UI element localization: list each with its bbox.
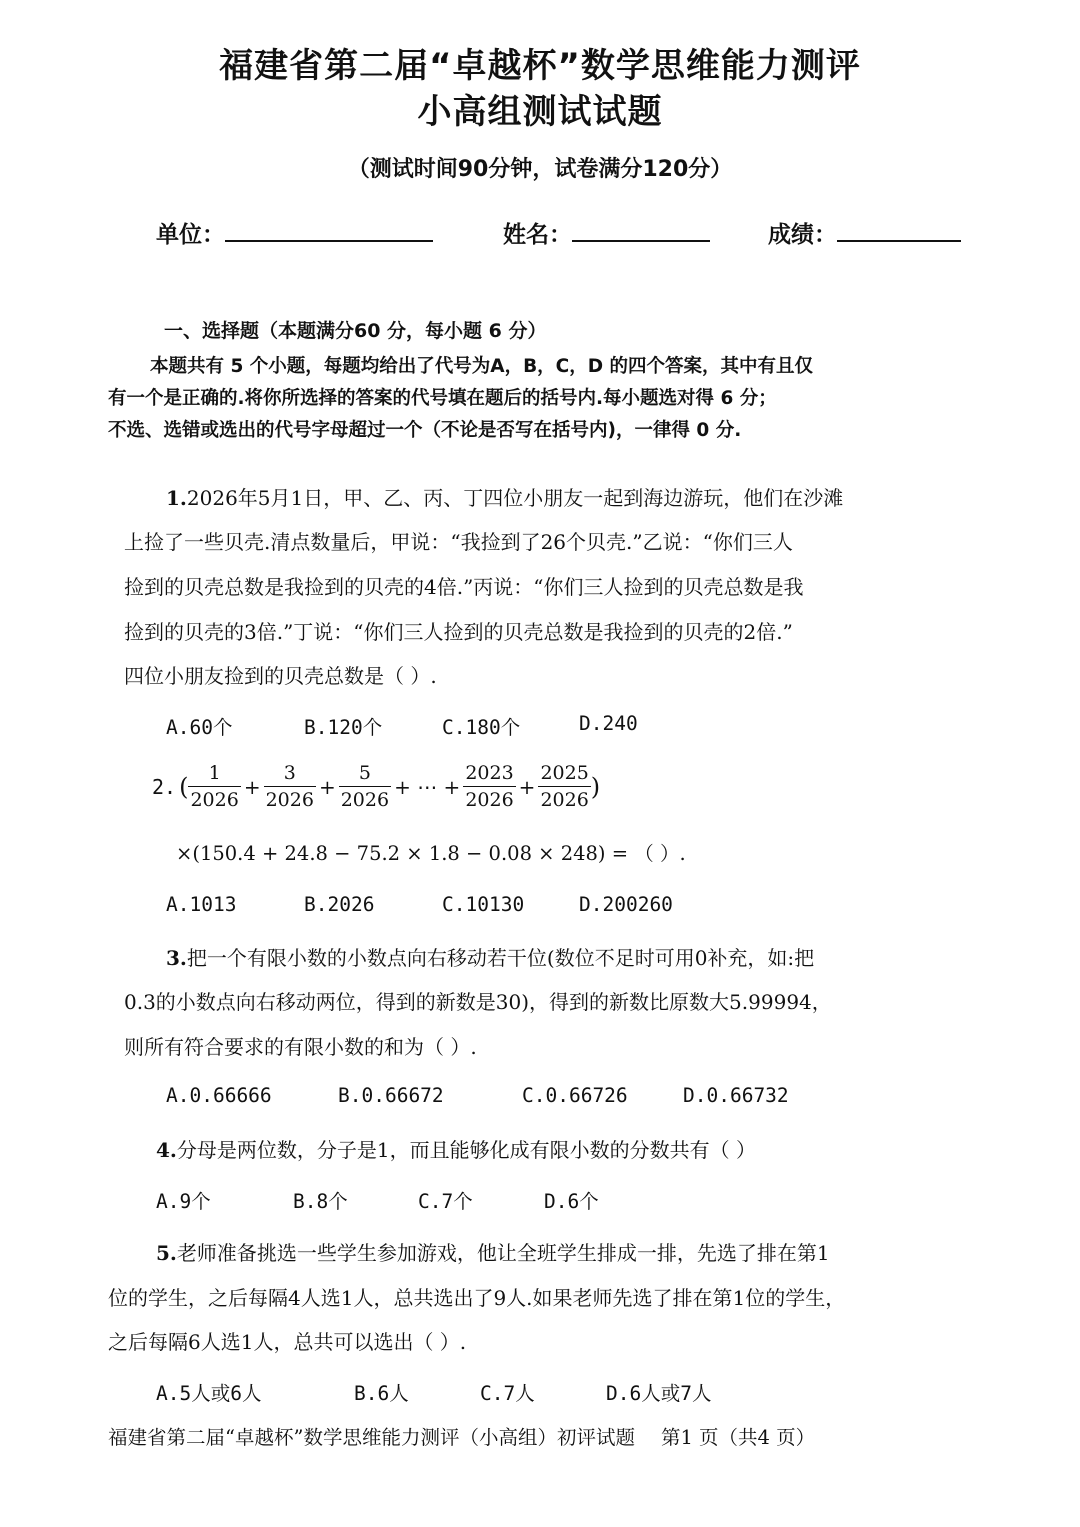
question-2-number: 2. (152, 774, 177, 799)
page-subtitle-title: 小高组测试试题 (417, 92, 663, 132)
question-4-option-a[interactable]: A.9个 (156, 1190, 211, 1213)
question-2-option-d[interactable]: D.200260 (579, 893, 673, 916)
question-4-option-b[interactable]: B.8个 (293, 1190, 348, 1213)
question-5-line-2: 位的学生，之后每隔4人选1人，总共选出了9人.如果老师先选了排在第1位的学生， (108, 1286, 846, 1310)
question-3-option-b[interactable]: B.0.66672 (338, 1084, 444, 1107)
question-5-number: 5. (156, 1241, 177, 1265)
name-blank[interactable] (572, 214, 710, 242)
question-2-expression (152, 760, 600, 813)
question-5-option-d[interactable]: D.6人或7人 (606, 1382, 712, 1405)
page-number: 第1 页（共4 页） (660, 1426, 816, 1449)
page-title: 福建省第二届“卓越杯”数学思维能力测评 (219, 46, 861, 86)
question-5-option-b[interactable]: B.6人 (354, 1382, 409, 1405)
question-3-line-3: 则所有符合要求的有限小数的和为（ ）. (124, 1035, 477, 1059)
exam-duration-note: （测试时间90分钟，试卷满分120分） (347, 157, 733, 182)
question-4-line-1: 4.分母是两位数，分子是1，而且能够化成有限小数的分数共有（ ） (156, 1138, 756, 1162)
question-3-number: 3. (166, 946, 187, 970)
name-field (503, 214, 710, 249)
question-2-line-2: ×(150.4 + 24.8 − 75.2 × 1.8 − 0.08 × 248) = （ ）. (176, 842, 686, 865)
fraction-1: $\frac{1}{2026}$ (190, 762, 239, 811)
question-3-line-2: 0.3的小数点向右移动两位，得到的新数是30)，得到的新数比原数大5.99994， (124, 990, 832, 1014)
question-1-line-4: 捡到的贝壳的3倍.”丁说：“你们三人捡到的贝壳总数是我捡到的贝壳的2倍.” (124, 620, 793, 644)
instruction-line-3: 不选、选错或选出的代号字母超过一个（不论是否写在括号内)，一律得 0 分. (108, 420, 742, 441)
instruction-line-2: 有一个是正确的.将你所选择的答案的代号填在题后的括号内.每小题选对得 6 分； (108, 388, 777, 409)
question-2-option-a[interactable]: A.1013 (166, 893, 237, 916)
fraction-4: $\frac{2023}{2026}$ (465, 762, 514, 811)
fraction-5: $\frac{2025}{2026}$ (540, 762, 589, 811)
question-4-option-d[interactable]: D.6个 (544, 1190, 599, 1213)
question-3-option-a[interactable]: A.0.66666 (166, 1084, 272, 1107)
footer-title: 福建省第二届“卓越杯”数学思维能力测评（小高组）初评试题 (108, 1426, 635, 1449)
question-1-number: 1. (166, 486, 187, 510)
ellipsis-terms: + ⋯ + (394, 774, 461, 799)
question-1-line-2: 上捡了一些贝壳.清点数量后，甲说：“我捡到了26个贝壳.”乙说：“你们三人 (124, 530, 793, 554)
question-5-option-c[interactable]: C.7人 (480, 1382, 535, 1405)
score-field (768, 214, 961, 249)
question-4-option-c[interactable]: C.7个 (418, 1190, 473, 1213)
name-label: 姓名： (503, 222, 572, 248)
unit-field (156, 214, 433, 249)
plus-sign: + (518, 774, 536, 799)
open-paren: ( (179, 772, 189, 801)
unit-blank[interactable] (225, 214, 433, 242)
question-5-line-3: 之后每隔6人选1人，总共可以选出（ ）. (108, 1330, 467, 1354)
page-footer (108, 1422, 815, 1450)
close-paren: ) (590, 772, 601, 801)
plus-sign: + (243, 774, 261, 799)
question-1-option-b[interactable]: B.120个 (304, 716, 383, 739)
score-label: 成绩： (768, 222, 837, 248)
section-heading: 一、选择题（本题满分60 分，每小题 6 分） (164, 320, 547, 342)
question-4-number: 4. (156, 1138, 177, 1162)
fraction-2: $\frac{3}{2026}$ (265, 762, 314, 811)
question-3-option-c[interactable]: C.0.66726 (522, 1084, 628, 1107)
question-2-option-c[interactable]: C.10130 (442, 893, 525, 916)
question-1-line-3: 捡到的贝壳总数是我捡到的贝壳的4倍.”丙说：“你们三人捡到的贝壳总数是我 (124, 575, 804, 599)
question-1-option-c[interactable]: C.180个 (442, 716, 521, 739)
instruction-line-1: 本题共有 5 个小题，每题均给出了代号为A，B，C，D 的四个答案，其中有且仅 (150, 356, 814, 377)
question-2-option-b[interactable]: B.2026 (304, 893, 375, 916)
question-1-line-5: 四位小朋友捡到的贝壳总数是（ ）. (124, 664, 437, 688)
plus-sign: + (318, 774, 336, 799)
question-1-line-1: 1.2026年5月1日，甲、乙、丙、丁四位小朋友一起到海边游玩，他们在沙滩 (166, 486, 844, 510)
score-blank[interactable] (837, 214, 961, 242)
question-3-line-1: 3.把一个有限小数的小数点向右移动若干位(数位不足时可用0补充，如:把 (166, 946, 815, 970)
unit-label: 单位： (156, 222, 225, 248)
question-5-option-a[interactable]: A.5人或6人 (156, 1382, 262, 1405)
question-1-option-d[interactable]: D.240 (579, 712, 638, 735)
question-3-option-d[interactable]: D.0.66732 (683, 1084, 789, 1107)
question-1-option-a[interactable]: A.60个 (166, 716, 233, 739)
fraction-3: $\frac{5}{2026}$ (340, 762, 390, 811)
question-5-line-1: 5.老师准备挑选一些学生参加游戏，他让全班学生排成一排，先选了排在第1 (156, 1241, 830, 1265)
